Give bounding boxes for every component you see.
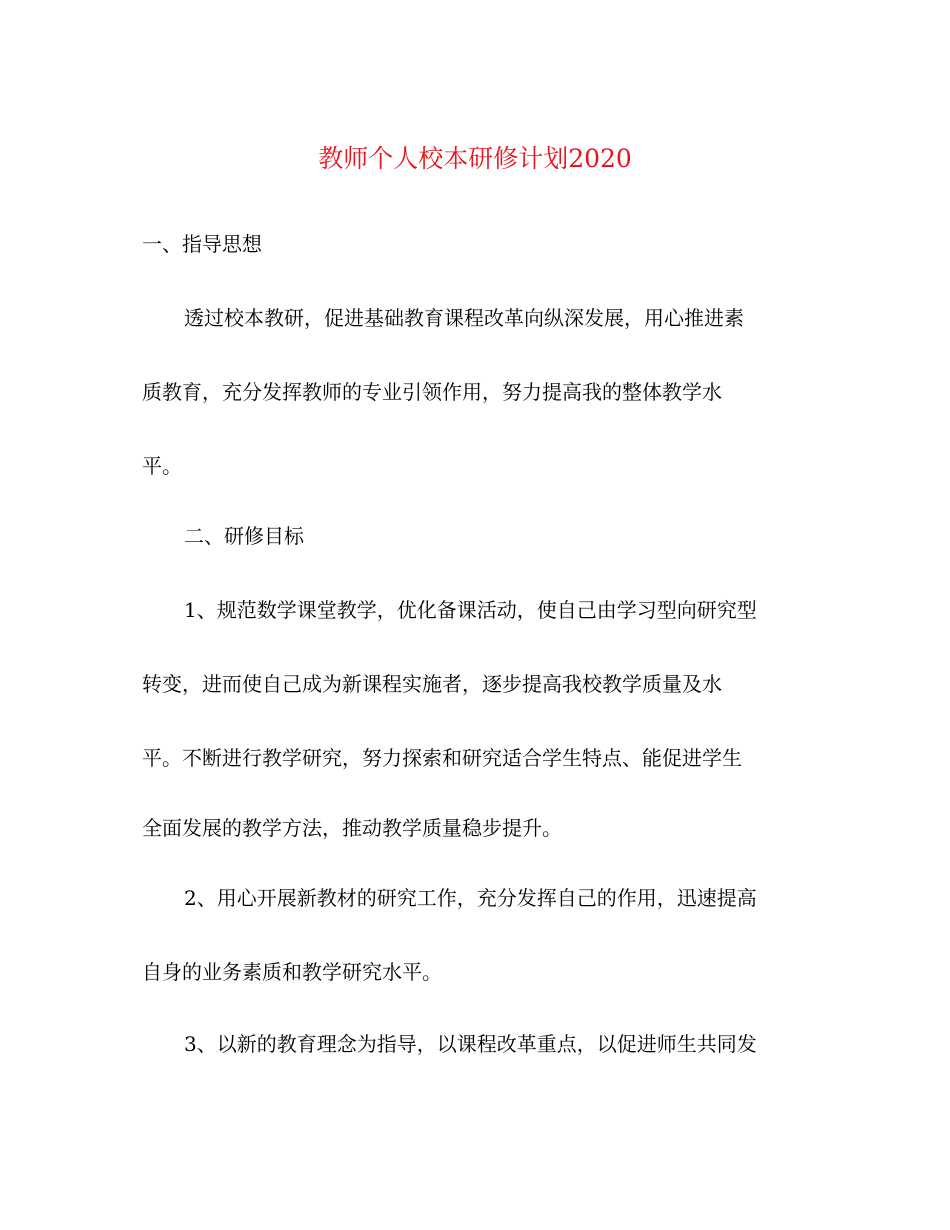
- document-title: 教师个人校本研修计划2020: [318, 144, 632, 173]
- paragraph-line: 质教育，充分发挥教师的专业引领作用，努力提高我的整体教学水: [142, 380, 722, 404]
- paragraph-line: 1、规范数学课堂教学，优化备课活动，使自己由学习型向研究型: [184, 598, 757, 622]
- paragraph-line: 自身的业务素质和教学研究水平。: [142, 960, 442, 984]
- paragraph-line: 2、用心开展新教材的研究工作，充分发挥自己的作用，迅速提高: [184, 886, 757, 910]
- paragraph-line: 全面发展的教学方法，推动教学质量稳步提升。: [142, 816, 562, 840]
- section-heading-study-goals: 二、研修目标: [184, 524, 304, 548]
- paragraph-line: 3、以新的教育理念为指导，以课程改革重点，以促进师生共同发: [184, 1032, 757, 1056]
- paragraph-line: 平。: [142, 454, 182, 478]
- paragraph-line: 平。不断进行教学研究，努力探索和研究适合学生特点、能促进学生: [142, 746, 742, 770]
- paragraph-line: 透过校本教研，促进基础教育课程改革向纵深发展，用心推进素: [184, 306, 744, 330]
- section-heading-guiding-thought: 一、指导思想: [142, 232, 262, 256]
- paragraph-line: 转变，进而使自己成为新课程实施者，逐步提高我校教学质量及水: [142, 672, 722, 696]
